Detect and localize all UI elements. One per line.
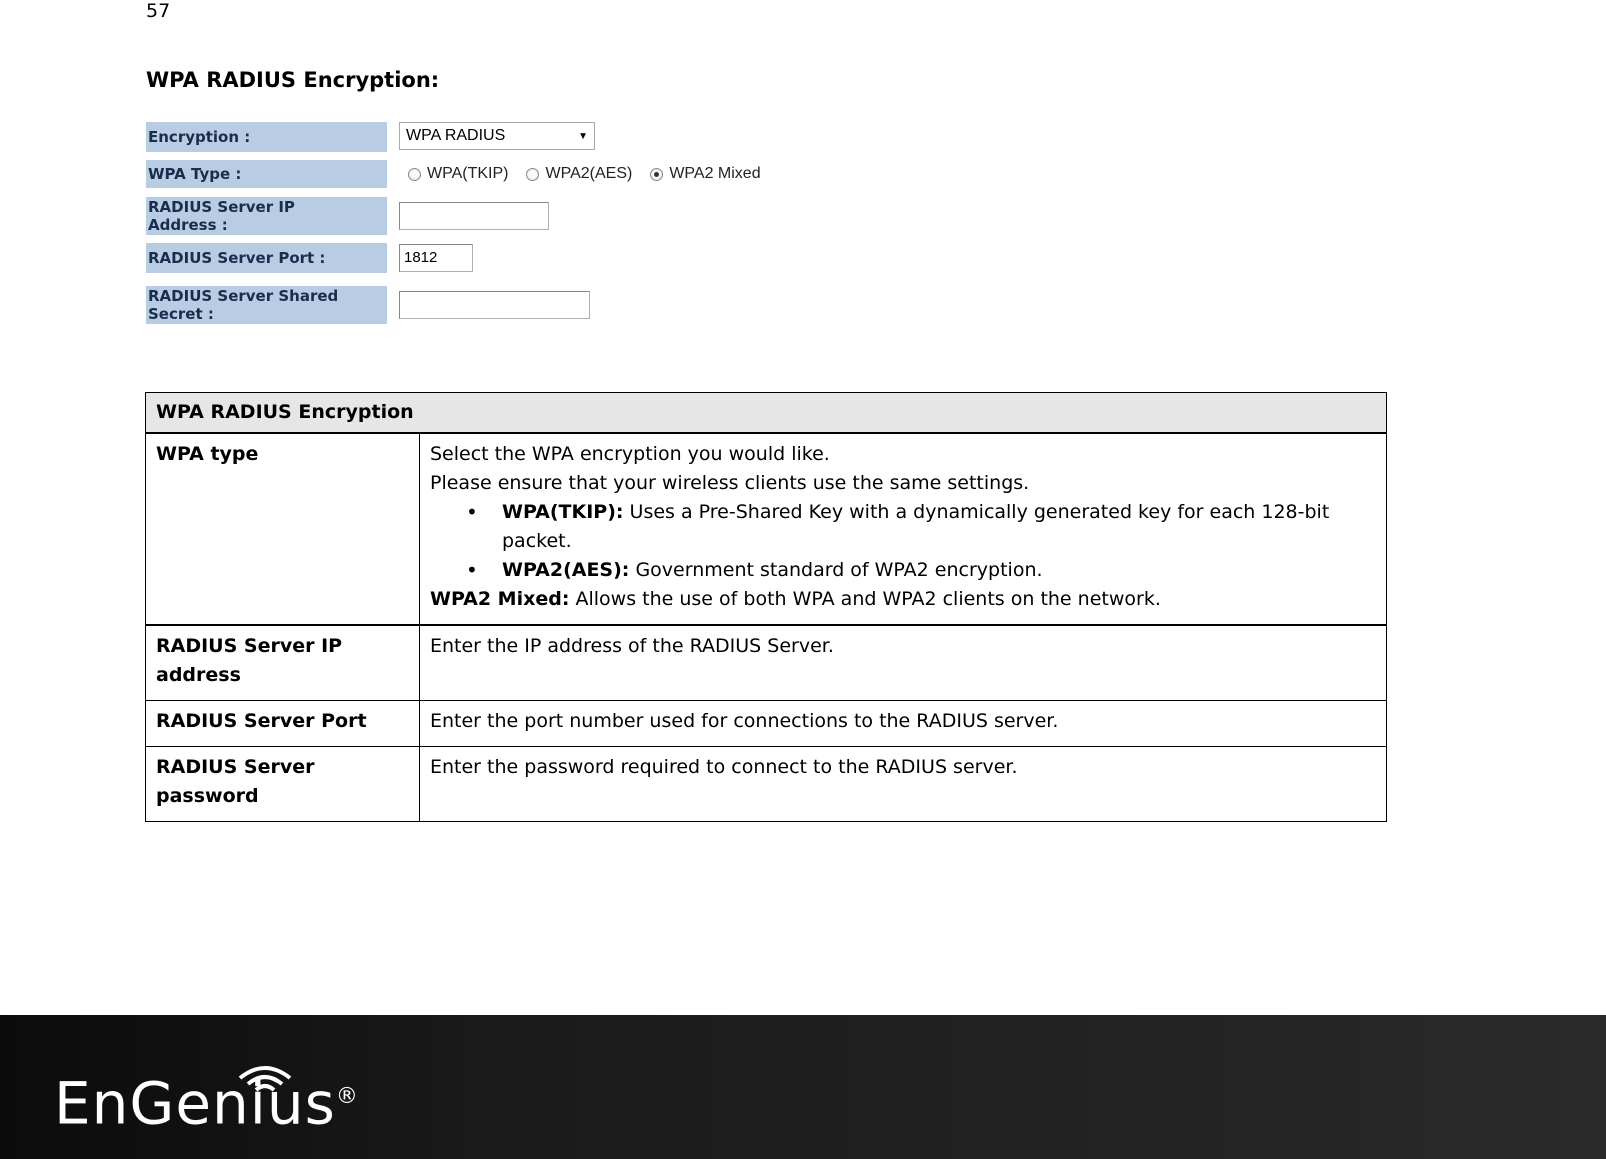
bullet-term: WPA(TKIP):: [502, 501, 624, 523]
encryption-row: [146, 122, 816, 152]
description-table: [145, 392, 1387, 822]
server-port-row: [146, 243, 816, 273]
wpa2-aes-radio[interactable]: [526, 165, 632, 183]
server-ip-label-line1: RADIUS Server IP: [148, 198, 295, 216]
term-cell: RADIUS Server Port: [146, 701, 420, 747]
wpa-type-row: [146, 160, 816, 188]
bullet-text: Government standard of WPA2 encryption.: [629, 559, 1043, 581]
server-ip-input[interactable]: [399, 202, 549, 230]
logo-text: EnGenius: [54, 1069, 336, 1138]
shared-secret-row: [146, 286, 816, 324]
bullet-text: Uses a Pre-Shared Key with a dynamically generated key for each 128-bit packet.: [502, 501, 1330, 552]
list-item: [502, 498, 1376, 556]
wpa-tkip-radio[interactable]: [408, 165, 508, 183]
mixed-term: WPA2 Mixed:: [430, 588, 570, 610]
term-cell: WPA type: [146, 433, 420, 625]
mixed-text: Allows the use of both WPA and WPA2 clients on the network.: [569, 588, 1161, 610]
term-line: password: [156, 785, 259, 807]
table-row: [146, 701, 1387, 747]
encryption-label: Encryption :: [146, 122, 387, 152]
shared-secret-label-line2: Secret :: [148, 305, 214, 323]
term-line: address: [156, 664, 241, 686]
bullet-term: WPA2(AES):: [502, 559, 630, 581]
wpa-type-label: WPA Type :: [146, 160, 387, 188]
term-cell: [146, 747, 420, 822]
table-row: [146, 433, 1387, 625]
wpa-radius-settings-panel: [146, 122, 816, 328]
server-ip-row: [146, 197, 816, 235]
wpa-type-radio-group: [408, 160, 779, 188]
list-item: [502, 556, 1376, 585]
server-port-input[interactable]: 1812: [399, 244, 473, 272]
description-line: Please ensure that your wireless clients use the same settings.: [430, 472, 1030, 494]
wpa2-mixed-radio[interactable]: [650, 165, 760, 183]
registered-mark: ®: [335, 1084, 359, 1109]
wifi-signal-icon: [236, 1062, 294, 1096]
radio-checked-icon: [650, 168, 663, 181]
section-heading: WPA RADIUS Encryption:: [146, 68, 440, 92]
bullet-list: [430, 498, 1376, 585]
wpa2-aes-label: WPA2(AES): [545, 165, 633, 182]
wpa2-mixed-label: WPA2 Mixed: [669, 165, 761, 182]
shared-secret-input[interactable]: [399, 291, 590, 319]
server-ip-label: [146, 197, 387, 235]
chevron-down-icon: ▼: [578, 130, 588, 142]
term-cell: [146, 625, 420, 701]
radio-unchecked-icon: [526, 168, 539, 181]
radio-unchecked-icon: [408, 168, 421, 181]
description-cell: Enter the port number used for connections to the RADIUS server.: [420, 701, 1387, 747]
description-line: Select the WPA encryption you would like.: [430, 443, 830, 465]
engenius-logo: [54, 1062, 359, 1138]
table-row: [146, 747, 1387, 822]
table-row: [146, 625, 1387, 701]
description-cell: Enter the password required to connect to the RADIUS server.: [420, 747, 1387, 822]
shared-secret-label: [146, 286, 387, 324]
server-port-label: RADIUS Server Port :: [146, 243, 387, 273]
encryption-select[interactable]: [399, 122, 595, 150]
page-number: 57: [146, 0, 171, 22]
encryption-select-value: WPA RADIUS: [406, 127, 506, 144]
wpa-tkip-label: WPA(TKIP): [427, 165, 509, 182]
shared-secret-label-line1: RADIUS Server Shared: [148, 287, 339, 305]
description-cell: [420, 433, 1387, 625]
table-header-row: [146, 393, 1387, 434]
description-cell: Enter the IP address of the RADIUS Server.: [420, 625, 1387, 701]
term-line: RADIUS Server IP: [156, 635, 343, 657]
server-ip-label-line2: Address :: [148, 216, 228, 234]
description-line: [430, 585, 1376, 614]
table-title: WPA RADIUS Encryption: [146, 393, 1387, 434]
term-line: RADIUS Server: [156, 756, 315, 778]
